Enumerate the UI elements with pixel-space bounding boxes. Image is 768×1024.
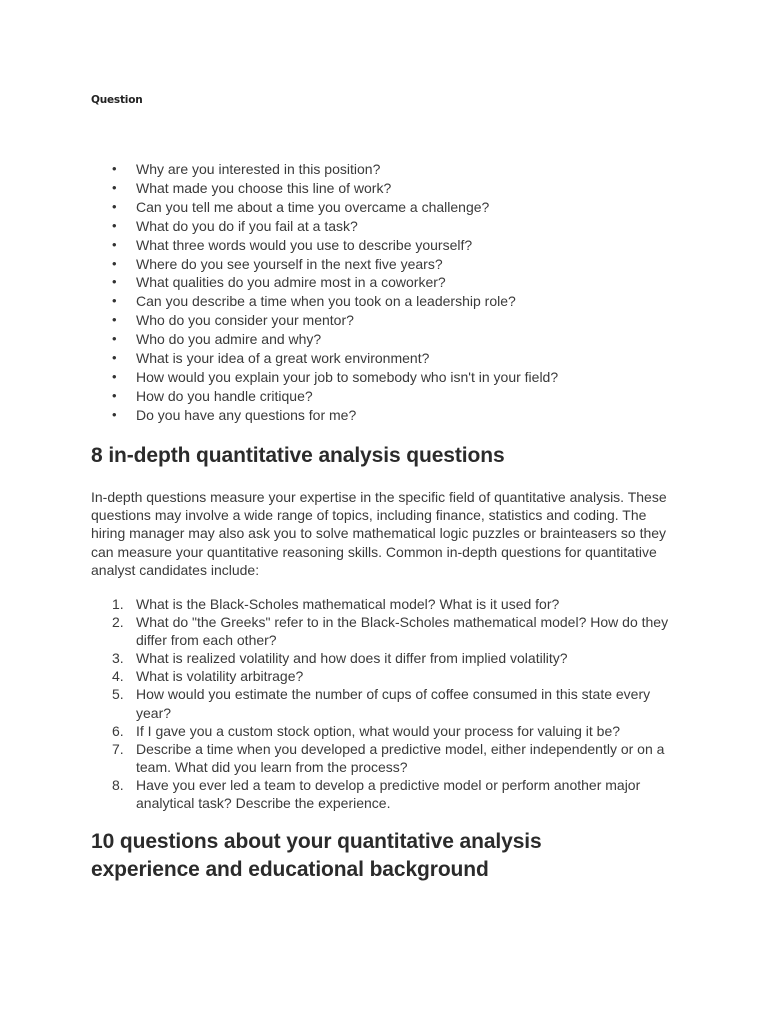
- list-item: [112, 649, 686, 667]
- list-item: • Can you describe a time when you took on a leadership role?: [136, 292, 736, 311]
- list-item: [112, 740, 686, 776]
- list-item: • What made you choose this line of work?: [136, 179, 736, 198]
- list-item-text: What is volatility arbitrage?: [136, 668, 304, 685]
- list-item: [112, 776, 686, 812]
- list-item-number: 7.: [112, 740, 124, 757]
- list-item: • Why are you interested in this position?: [136, 160, 736, 179]
- list-item-number: 2.: [112, 614, 124, 631]
- indepth-questions-list: [91, 595, 686, 812]
- list-item: • What three words would you use to describe yourself?: [136, 236, 736, 255]
- list-item: • Do you have any questions for me?: [136, 406, 736, 425]
- list-item-text: What do "the Greeks" refer to in the Black-Scholes mathematical model? How do they differ from each other?: [136, 614, 669, 649]
- list-item: [112, 595, 686, 613]
- list-item-number: 4.: [112, 668, 124, 685]
- list-item: • Where do you see yourself in the next five years?: [136, 255, 736, 274]
- general-questions-list: [91, 160, 736, 425]
- list-item: • Who do you consider your mentor?: [136, 311, 736, 330]
- list-item-number: 3.: [112, 650, 124, 667]
- list-item-text: What is realized volatility and how does it differ from implied volatility?: [136, 650, 568, 667]
- indepth-intro-paragraph: In-depth questions measure your expertise in the specific field of quantitative analysis. These questions may involve a wide range of topics, including finance, statistics and coding. The hiring manager may also ask you to solve mathematical logic puzzles or brainteasers so they can measure your quantitative reasoning skills. Common in-depth questions for quantitative analyst candidates include:: [91, 489, 667, 578]
- list-item: • Can you tell me about a time you overcame a challenge?: [136, 198, 736, 217]
- list-item: [112, 667, 686, 685]
- list-item: [112, 613, 686, 649]
- list-item-number: 8.: [112, 776, 124, 793]
- list-item-text: What is the Black-Scholes mathematical model? What is it used for?: [136, 596, 560, 612]
- list-item: • What is your idea of a great work environment?: [136, 349, 736, 368]
- list-item: • How do you handle critique?: [136, 387, 736, 406]
- list-item-number: 5.: [112, 686, 124, 703]
- indepth-heading: 8 in-depth quantitative analysis questions: [91, 444, 505, 467]
- list-item-text: How would you estimate the number of cups of coffee consumed in this state every year?: [136, 686, 651, 721]
- list-item-text: If I gave you a custom stock option, what would your process for valuing it be?: [136, 722, 621, 739]
- background-heading: 10 questions about your quantitative analysis experience and educational background: [91, 830, 542, 881]
- list-item-number: 1.: [112, 596, 124, 612]
- list-item: [112, 685, 686, 721]
- list-item: [112, 722, 686, 740]
- list-item: • What qualities do you admire most in a coworker?: [136, 273, 736, 292]
- list-item-number: 6.: [112, 722, 124, 739]
- list-item: • Who do you admire and why?: [136, 330, 736, 349]
- list-item: • How would you explain your job to somebody who isn't in your field?: [136, 368, 736, 387]
- section-label: Question: [91, 94, 143, 106]
- list-item-text: Have you ever led a team to develop a predictive model or perform another major analytical task? Describe the experience.: [136, 776, 641, 812]
- list-item-text: Describe a time when you developed a predictive model, either independently or on a team. What did you learn from the process?: [136, 740, 665, 775]
- list-item: • What do you do if you fail at a task?: [136, 217, 736, 236]
